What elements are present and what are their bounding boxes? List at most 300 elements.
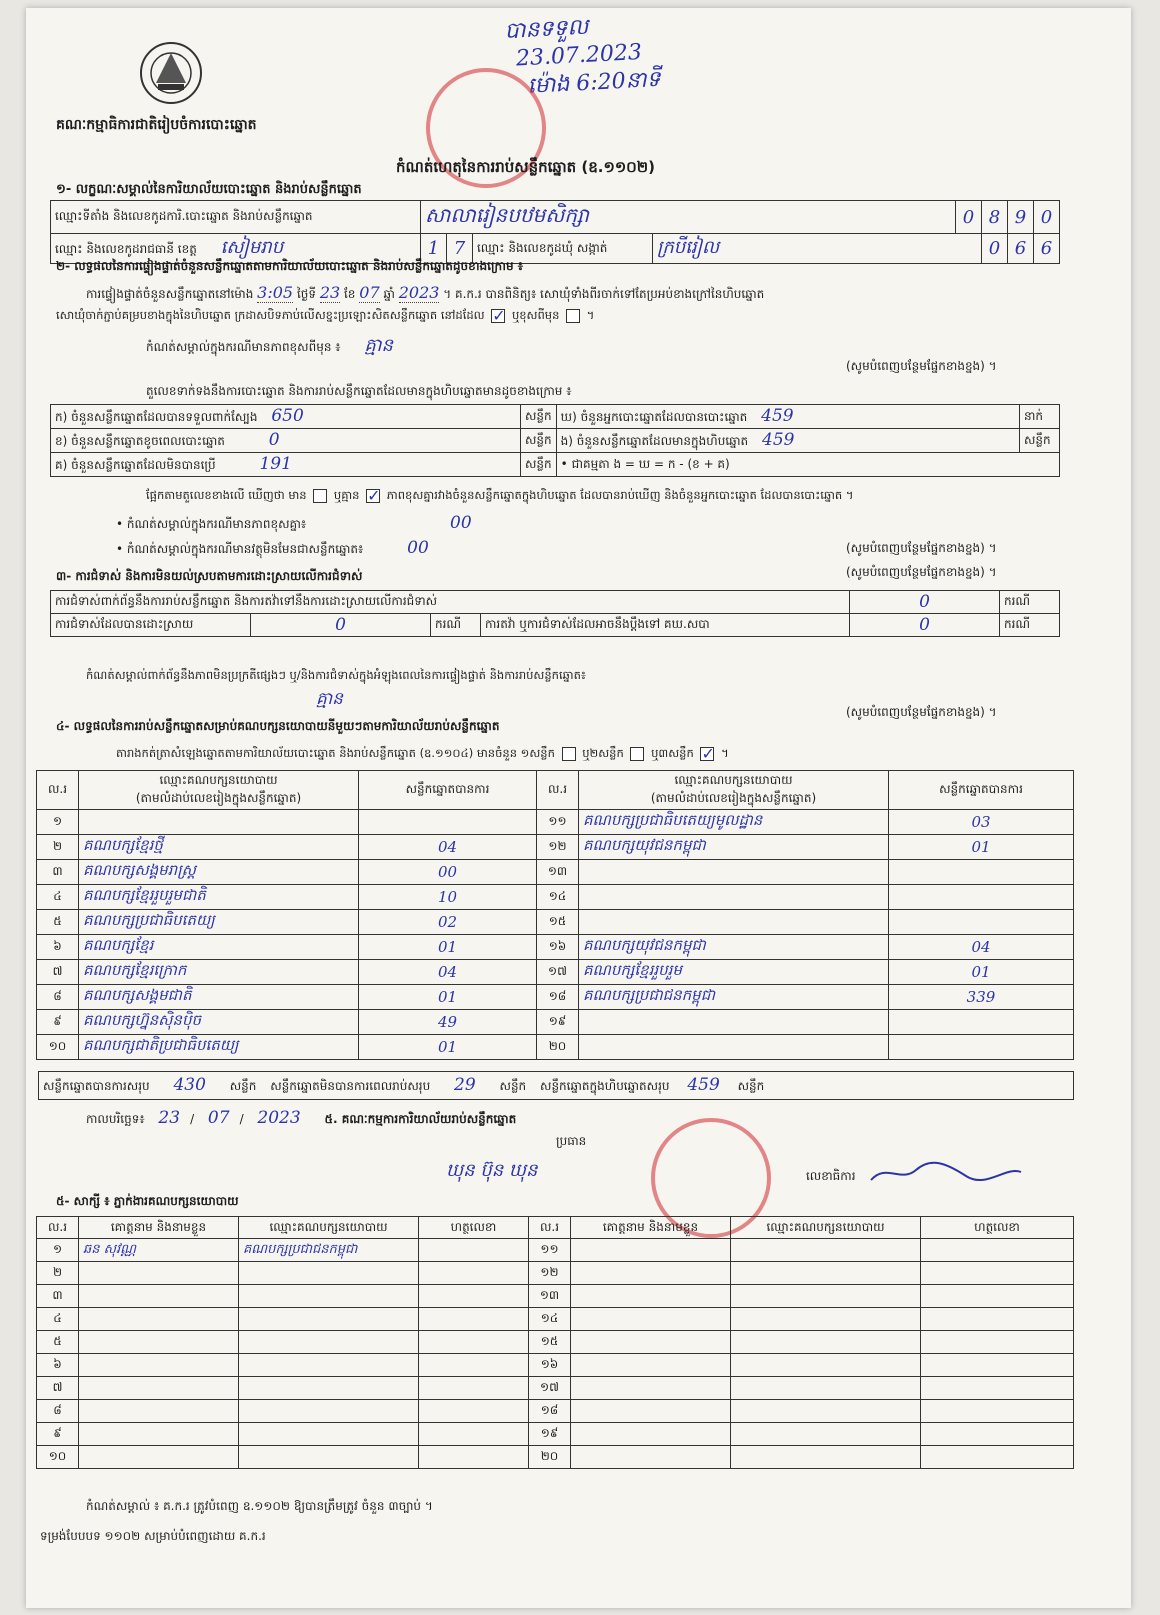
result-no-left: ៧: [37, 960, 79, 985]
result-no-right: ១៧: [537, 960, 579, 985]
chair-signature: ឃុន ប៊ុន ឃុន: [446, 1160, 538, 1181]
result-no-right: ១២: [537, 835, 579, 860]
result-no-left: ៦: [37, 935, 79, 960]
col-votes-right: សន្លឹកឆ្នោតបានការ: [889, 771, 1074, 810]
witness-name-left: [79, 1446, 239, 1469]
result-party-right: [579, 885, 889, 910]
w-col-party-left: ឈ្មោះគណបក្សនយោបាយ: [239, 1217, 419, 1239]
footer-note: កំណត់សម្គាល់ ៖ គ.ក.រ ត្រូវបំពេញ ឧ.១១០២ ឱ្យបានត្រឹមត្រូវ ចំនួន ៣ច្បាប់ ។: [86, 1499, 433, 1513]
verify-text-c: ខែ: [344, 287, 356, 301]
result-party-right: គណបក្សយុវជនកម្ពុជា: [579, 835, 889, 860]
result-votes-left: [359, 810, 537, 835]
witness-row: [37, 1239, 1074, 1262]
result-party-right: [579, 1010, 889, 1035]
witness-name-left: [79, 1262, 239, 1285]
commune-code-1: 0: [982, 234, 1008, 264]
count-e-unit: សន្លឹក: [1020, 429, 1060, 453]
result-party-right: គណបក្សយុវជនកម្ពុជា: [579, 935, 889, 960]
discrepancy-desc: ភាពខុសគ្នារវាងចំនួនសន្លឹកឆ្នោតក្នុងហិបឆ្នោត ដែលបានរាប់ឃើញ និងចំនួនអ្នកបោះឆ្នោត ដែលបានបោះឆ្នោត ។: [386, 488, 854, 502]
witness-sign-right: [921, 1331, 1074, 1354]
witness-no-left: ១: [37, 1239, 79, 1262]
witness-no-left: ៥: [37, 1331, 79, 1354]
witness-no-right: ១៥: [529, 1331, 571, 1354]
date-label: កាលបរិច្ឆេទ៖: [86, 1112, 145, 1126]
result-votes-right: [889, 1010, 1074, 1035]
witness-party-right: [731, 1331, 921, 1354]
complaints-value: 0: [850, 591, 1000, 614]
section3-table: [50, 590, 1060, 637]
total-box-label: សន្លឹកឆ្នោតក្នុងហិបឆ្នោតសរុប: [540, 1079, 670, 1093]
witness-name-left: [79, 1400, 239, 1423]
result-party-right: គណបក្សខ្មែររួបរួម: [579, 960, 889, 985]
result-no-left: ៥: [37, 910, 79, 935]
col-party-right: [579, 771, 889, 810]
col-party-right-sub: (តាមលំដាប់លេខរៀងក្នុងសន្លឹកឆ្នោត): [650, 791, 817, 805]
result-party-left: គណបក្សជាតិប្រជាធិបតេយ្យ: [79, 1035, 359, 1060]
witness-name-right: [571, 1423, 731, 1446]
footer-form: ទម្រង់បែបបទ ១១០២ សម្រាប់បំពេញដោយ គ.ក.រ: [40, 1529, 266, 1543]
witness-party-right: [731, 1308, 921, 1331]
witness-table: [36, 1216, 1074, 1469]
result-party-left: គណបក្សហ្វ៊ុនស៊ិនប៉ិច: [79, 1010, 359, 1035]
witness-sign-left: [419, 1262, 529, 1285]
commune-value: ក្របីរៀល: [653, 234, 982, 264]
one-sheet-checkbox[interactable]: [562, 747, 576, 761]
verify-text-d: ឆ្នាំ: [383, 287, 395, 301]
witness-name-right: [571, 1308, 731, 1331]
note-line: [146, 333, 393, 360]
verify-text-b: ថ្ងៃទី: [296, 287, 316, 301]
witness-row: [37, 1354, 1074, 1377]
authority-name: គណៈកម្មាធិការជាតិរៀបចំការបោះឆ្នោត: [56, 117, 257, 133]
chair-label: ប្រធាន: [556, 1134, 587, 1148]
result-votes-left: 00: [359, 860, 537, 885]
witness-sign-right: [921, 1446, 1074, 1469]
witness-sign-left: [419, 1285, 529, 1308]
witness-name-left: [79, 1354, 239, 1377]
w-col-party-right: ឈ្មោះគណបក្សនយោបាយ: [731, 1217, 921, 1239]
witness-name-left: [79, 1285, 239, 1308]
formula: • ជាគម្មតា ង = ឃ = ក - (ខ + គ): [556, 453, 1059, 477]
count-c-label: គ) ចំនួនសន្លឹកឆ្នោតដែលមិនបានប្រើ: [55, 458, 216, 472]
result-votes-right: 01: [889, 835, 1074, 860]
opt-different-label: ឬខុសពីមុន: [511, 308, 560, 322]
result-no-right: ១៩: [537, 1010, 579, 1035]
two-sheet-label: ឬ២សន្លឹក: [582, 746, 624, 760]
bullet2: [116, 538, 429, 559]
result-no-right: ១៤: [537, 885, 579, 910]
witness-row: [37, 1262, 1074, 1285]
discrepancy-line: [146, 488, 853, 505]
result-row: [37, 835, 1074, 860]
witness-no-left: ២: [37, 1262, 79, 1285]
bullet2-value: 00: [407, 538, 429, 558]
result-party-right: [579, 1035, 889, 1060]
result-no-right: ១៦: [537, 935, 579, 960]
witness-name-left: ឆន សុវណ្ណ: [79, 1239, 239, 1262]
w-col-no-left: ល.រ: [37, 1217, 79, 1239]
witness-no-right: ១៧: [529, 1377, 571, 1400]
totals-line: [38, 1071, 1074, 1100]
verify-month: 07: [359, 283, 380, 302]
witness-name-right: [571, 1377, 731, 1400]
date-line: កាលបរិច្ឆេទ៖ 23 / 07 / 2023 ៥. គណៈកម្មការការិយាល័យរាប់សន្លឹកឆ្នោត: [86, 1108, 517, 1128]
witness-no-right: ១៨: [529, 1400, 571, 1423]
date-day: 23: [158, 1108, 181, 1128]
result-row: [37, 935, 1074, 960]
result-party-right: គណបក្សប្រជាធិបតេយ្យមូលដ្ឋាន: [579, 810, 889, 835]
witness-name-right: [571, 1331, 731, 1354]
verify-year: 2023: [398, 283, 440, 302]
three-sheet-checkbox[interactable]: [700, 747, 714, 761]
verify-time: 3:05: [257, 283, 294, 302]
result-votes-left: 49: [359, 1010, 537, 1035]
witness-sign-right: [921, 1239, 1074, 1262]
result-party-left: គណបក្សប្រជាធិបតេយ្យ: [79, 910, 359, 935]
location-code-4: 0: [1034, 201, 1060, 234]
document-page: [26, 8, 1131, 1608]
location-code-2: 8: [982, 201, 1008, 234]
count-d-unit: នាក់: [1020, 405, 1060, 429]
witness-party-left: [239, 1400, 419, 1423]
fill-hint-2: (សូមបំពេញបន្ថែមផ្នែកខាងខ្នង) ។: [846, 541, 997, 555]
s3-note-value: គ្មាន: [316, 689, 343, 709]
witness-party-right: [731, 1400, 921, 1423]
result-no-right: ១៣: [537, 860, 579, 885]
bullet1: [116, 513, 472, 534]
witness-party-right: [731, 1377, 921, 1400]
w-col-name-right: គោត្តនាម និងនាមខ្លួន: [571, 1217, 731, 1239]
verify-text-e: ។ គ.ក.រ បានពិនិត្យ៖ សោឃុំទាំងពីរចាក់ទៅតែប្រអប់ខាងក្រៅនៃហិបឆ្នោត: [443, 287, 765, 301]
col-party-right-title: ឈ្មោះគណបក្សនយោបាយ: [674, 773, 793, 787]
count-e-value: 459: [762, 430, 795, 450]
committee-label: ៥. គណៈកម្មការការិយាល័យរាប់សន្លឹកឆ្នោត: [324, 1112, 517, 1126]
witness-row: [37, 1331, 1074, 1354]
no-discrepancy-label: ឬគ្មាន: [333, 488, 360, 502]
result-party-right: គណបក្សប្រជាជនកម្ពុជា: [579, 985, 889, 1010]
has-discrepancy-checkbox[interactable]: [313, 489, 327, 503]
total-invalid-unit: សន្លឹក: [499, 1079, 527, 1093]
total-valid-label: សន្លឹកឆ្នោតបានការសរុប: [43, 1079, 150, 1093]
witness-no-right: ១២: [529, 1262, 571, 1285]
verify-line2: សោឃុំចាក់ភ្ជាប់គម្របខាងក្នុងនៃហិបឆ្នោត ក្រដាសបិទភាប់លើសខ្នះប្រឡោះសិតសន្លឹកឆ្នោត នៅដដែល ✓ ឬខុសពីមុន ។: [56, 308, 594, 325]
location-code-1: 0: [956, 201, 982, 234]
result-row: [37, 1035, 1074, 1060]
result-party-left: គណបក្សសង្គមរាស្ត្រ: [79, 860, 359, 885]
witness-sign-left: [419, 1377, 529, 1400]
appeal-value: 0: [850, 614, 1000, 637]
result-row: [37, 910, 1074, 935]
note-label: កំណត់សម្គាល់ក្នុងករណីមានភាពខុសពីមុន ៖: [146, 340, 341, 354]
verify-line2-text: សោឃុំចាក់ភ្ជាប់គម្របខាងក្នុងនៃហិបឆ្នោត ក្រដាសបិទភាប់លើសខ្នះប្រឡោះសិតសន្លឹកឆ្នោត នៅដដែល: [56, 308, 485, 322]
witness-row: [37, 1285, 1074, 1308]
result-party-left: គណបក្សខ្មែរក្រោក: [79, 960, 359, 985]
witness-no-right: ១៩: [529, 1423, 571, 1446]
s3-note: កំណត់សម្គាល់ពាក់ព័ន្ធនឹងភាពមិនប្រក្រតីផ្សេងៗ ឬ/និងការជំទាស់ក្នុងអំឡុងពេលនៃការផ្ទៀងផ្ទាត់ និងការរាប់សន្លឹកឆ្នោត៖: [86, 668, 586, 682]
w-col-name-left: គោត្តនាម និងនាមខ្លួន: [79, 1217, 239, 1239]
result-votes-left: 04: [359, 835, 537, 860]
appeal-label: ការតវ៉ា ឬការជំទាស់ដែលអាចនឹងប្ដឹងទៅ គឃ.សបា: [481, 614, 850, 637]
result-no-right: ១៨: [537, 985, 579, 1010]
witness-name-right: [571, 1285, 731, 1308]
result-no-right: ១៥: [537, 910, 579, 935]
count-a-unit: សន្លឹក: [521, 405, 557, 429]
commune-code-3: 6: [1034, 234, 1060, 264]
result-votes-right: [889, 885, 1074, 910]
location-code-3: 9: [1008, 201, 1034, 234]
emblem-logo: [136, 38, 206, 108]
result-row: [37, 985, 1074, 1010]
total-invalid-label: សន្លឹកឆ្នោតមិនបានការពេលរាប់សរុប: [270, 1079, 431, 1093]
count-b-value: 0: [268, 430, 280, 450]
section1-title: ១- លក្ខណៈសម្គាល់នៃការិយាល័យបោះឆ្នោត និងរាប់សន្លឹកឆ្នោត: [56, 182, 362, 197]
result-no-left: ១: [37, 810, 79, 835]
result-votes-left: 01: [359, 1035, 537, 1060]
witness-party-left: [239, 1423, 419, 1446]
result-party-left: [79, 810, 359, 835]
witness-sign-right: [921, 1285, 1074, 1308]
witness-no-left: ៩: [37, 1423, 79, 1446]
witness-sign-left: [419, 1400, 529, 1423]
discrepancy-text: ផ្អែកតាមតួលេខខាងលើ ឃើញថា មាន: [146, 488, 307, 502]
result-no-left: ៤: [37, 885, 79, 910]
total-box-value: 459: [687, 1075, 720, 1095]
witness-party-right: [731, 1446, 921, 1469]
witness-sign-left: [419, 1331, 529, 1354]
appeal-unit: ករណី: [1000, 614, 1060, 637]
bullet1-label: • កំណត់សម្គាល់ក្នុងករណីមានភាពខុសគ្នា៖: [116, 517, 307, 531]
witness-sign-right: [921, 1423, 1074, 1446]
witness-party-left: [239, 1308, 419, 1331]
count-d-value: 459: [761, 406, 794, 426]
witness-row: [37, 1400, 1074, 1423]
witness-party-right: [731, 1354, 921, 1377]
received-time: ម៉ោង 6:20នាទី: [526, 66, 662, 99]
witness-name-left: [79, 1331, 239, 1354]
witness-row: [37, 1446, 1074, 1469]
col-votes-left: សន្លឹកឆ្នោតបានការ: [359, 771, 537, 810]
witness-sign-left: [419, 1239, 529, 1262]
count-d-label: ឃ) ចំនួនអ្នកបោះឆ្នោតដែលបានបោះឆ្នោត: [560, 410, 748, 424]
witness-name-left: [79, 1423, 239, 1446]
witness-name-left: [79, 1377, 239, 1400]
counts-intro: តួលេខទាក់ទងនឹងការបោះឆ្នោត និងការរាប់សន្លឹកឆ្នោតដែលមានក្នុងហិបឆ្នោតមានដូចខាងក្រោម ៖: [146, 384, 572, 398]
col-party-left-sub: (តាមលំដាប់លេខរៀងក្នុងសន្លឹកឆ្នោត): [135, 791, 302, 805]
col-no-left: ល.រ: [37, 771, 79, 810]
witness-party-left: គណបក្សប្រជាជនកម្ពុជា: [239, 1239, 419, 1262]
two-sheet-checkbox[interactable]: [630, 747, 644, 761]
verify-line1: [86, 283, 764, 304]
result-row: [37, 810, 1074, 835]
result-votes-left: 10: [359, 885, 537, 910]
count-a-label: ក) ចំនួនសន្លឹកឆ្នោតដែលបានទទួលពាក់ស្បែង: [55, 410, 258, 424]
form-title: កំណត់ហេតុនៃការរាប់សន្លឹកឆ្នោត (ឧ.១១០២): [396, 158, 656, 176]
witness-no-right: ១៣: [529, 1285, 571, 1308]
count-c-unit: សន្លឹក: [521, 453, 557, 477]
fill-hint-3: (សូមបំពេញបន្ថែមផ្នែកខាងខ្នង) ។: [846, 565, 997, 579]
witness-no-left: ១០: [37, 1446, 79, 1469]
bullet2-label: • កំណត់សម្គាល់ក្នុងករណីមានវត្ថុមិនមែនជាសន្លឹកឆ្នោត៖: [116, 542, 364, 556]
witness-no-right: ១៤: [529, 1308, 571, 1331]
result-votes-right: 01: [889, 960, 1074, 985]
result-row: [37, 860, 1074, 885]
witness-name-right: [571, 1262, 731, 1285]
result-party-right: [579, 860, 889, 885]
witness-name-right: [571, 1354, 731, 1377]
result-no-left: ៩: [37, 1010, 79, 1035]
witness-no-right: ២០: [529, 1446, 571, 1469]
total-valid-value: 430: [173, 1075, 206, 1095]
witness-no-right: ១១: [529, 1239, 571, 1262]
witness-row: [37, 1308, 1074, 1331]
result-votes-right: [889, 1035, 1074, 1060]
commune-label: ឈ្មោះ និងលេខកូដឃុំ សង្កាត់: [473, 234, 653, 264]
witness-party-right: [731, 1285, 921, 1308]
bullet1-value: 00: [450, 513, 472, 533]
result-party-left: គណបក្សខ្មែររួបរួមជាតិ: [79, 885, 359, 910]
three-sheet-label: ឬ៣សន្លឹក: [651, 746, 694, 760]
received-label: បានទទួល: [503, 14, 589, 45]
witness-sign-left: [419, 1446, 529, 1469]
witness-sign-right: [921, 1354, 1074, 1377]
witness-no-left: ៧: [37, 1377, 79, 1400]
witness-party-left: [239, 1262, 419, 1285]
verify-day: 23: [319, 283, 341, 302]
witness-party-right: [731, 1423, 921, 1446]
fill-hint-1: (សូមបំពេញបន្ថែមផ្នែកខាងខ្នង) ។: [846, 359, 997, 373]
result-party-left: គណបក្សខ្មែរថ្មី: [79, 835, 359, 860]
result-row: [37, 885, 1074, 910]
count-b-unit: សន្លឹក: [521, 429, 557, 453]
province-label-text: ឈ្មោះ និងលេខកូដរាជធានី ខេត្ត: [55, 242, 197, 256]
witness-name-right: [571, 1239, 731, 1262]
count-c-value: 191: [259, 454, 292, 474]
witness-name-right: [571, 1400, 731, 1423]
result-votes-left: 04: [359, 960, 537, 985]
location-value: សាលារៀនបឋមសិក្សា: [421, 201, 956, 234]
total-box-unit: សន្លឹក: [737, 1079, 765, 1093]
result-no-left: ២: [37, 835, 79, 860]
no-discrepancy-checkbox[interactable]: [366, 489, 380, 503]
result-party-left: គណបក្សខ្មែរ: [79, 935, 359, 960]
witness-party-right: [731, 1239, 921, 1262]
section1-table: [50, 200, 1060, 264]
verify-text-a: ការផ្ទៀងផ្ទាត់ចំនួនសន្លឹកឆ្នោតនៅម៉ោង: [86, 287, 254, 301]
witness-sign-right: [921, 1262, 1074, 1285]
col-party-left: [79, 771, 359, 810]
fill-hint-4: (សូមបំពេញបន្ថែមផ្នែកខាងខ្នង) ។: [846, 705, 997, 719]
witness-no-left: ៦: [37, 1354, 79, 1377]
result-votes-right: 03: [889, 810, 1074, 835]
total-invalid-value: 29: [454, 1075, 476, 1095]
col-no-right: ល.រ: [537, 771, 579, 810]
counts-table: [50, 404, 1060, 477]
result-row: [37, 1010, 1074, 1035]
secretary-signature: [866, 1158, 1026, 1192]
witness-row: [37, 1377, 1074, 1400]
section5-title: ៥- សាក្សី ៖ ភ្នាក់ងារគណបក្សនយោបាយ: [56, 1194, 239, 1208]
witness-sign-right: [921, 1377, 1074, 1400]
witness-name-left: [79, 1308, 239, 1331]
note-value: គ្មាន: [364, 335, 393, 356]
result-party-right: [579, 910, 889, 935]
resolved-value: 0: [251, 614, 431, 637]
result-votes-right: [889, 860, 1074, 885]
witness-sign-right: [921, 1400, 1074, 1423]
secretary-label: លេខាធិការ: [806, 1169, 856, 1183]
section2-title: ២- លទ្ធផលនៃការផ្ទៀងផ្ទាត់ចំនួនសន្លឹកឆ្នោតតាមការិយាល័យបោះឆ្នោត និងរាប់សន្លឹកឆ្នោតដូចខាងក្រោម ៖: [56, 259, 524, 273]
total-valid-unit: សន្លឹក: [229, 1079, 257, 1093]
witness-sign-left: [419, 1423, 529, 1446]
w-col-no-right: ល.រ: [529, 1217, 571, 1239]
date-month: 07: [207, 1108, 230, 1128]
witness-sign-right: [921, 1308, 1074, 1331]
witness-no-left: ៤: [37, 1308, 79, 1331]
province-value: សៀមរាប: [220, 237, 284, 258]
result-votes-right: [889, 910, 1074, 935]
witness-no-right: ១៦: [529, 1354, 571, 1377]
result-no-right: ១១: [537, 810, 579, 835]
result-votes-left: 01: [359, 985, 537, 1010]
witness-party-left: [239, 1331, 419, 1354]
result-row: [37, 960, 1074, 985]
w-col-sign-right: ហត្ថលេខា: [921, 1217, 1074, 1239]
witness-party-left: [239, 1377, 419, 1400]
resolved-unit: ករណី: [431, 614, 481, 637]
result-no-right: ២០: [537, 1035, 579, 1060]
result-votes-right: 04: [889, 935, 1074, 960]
count-b-label: ខ) ចំនួនសន្លឹកឆ្នោតខូចពេលបោះឆ្នោត: [55, 434, 225, 448]
section4-title: ៤- លទ្ធផលនៃការរាប់សន្លឹកឆ្នោតសម្រាប់គណបក្សនយោបាយនីមួយៗតាមការិយាល័យរាប់សន្លឹកឆ្នោត: [56, 719, 500, 733]
result-no-left: ៨: [37, 985, 79, 1010]
complaints-unit: ករណី: [1000, 591, 1060, 614]
result-no-left: ៣: [37, 860, 79, 885]
witness-party-left: [239, 1354, 419, 1377]
witness-row: [37, 1423, 1074, 1446]
commune-code-2: 6: [1008, 234, 1034, 264]
witness-party-left: [239, 1285, 419, 1308]
witness-name-right: [571, 1446, 731, 1469]
result-no-left: ១០: [37, 1035, 79, 1060]
s4-intro-text: តារាងកត់ត្រាសំឡេងឆ្នោតតាមការិយាល័យបោះឆ្នោត និងរាប់សន្លឹកឆ្នោត (ឧ.១១០៤) មានចំនួន ១សន្លឹក: [116, 746, 555, 760]
result-votes-right: 339: [889, 985, 1074, 1010]
results-table: [36, 770, 1074, 1060]
witness-no-left: ៣: [37, 1285, 79, 1308]
different-checkbox[interactable]: [566, 309, 580, 323]
witness-sign-left: [419, 1308, 529, 1331]
s4-intro: តារាងកត់ត្រាសំឡេងឆ្នោតតាមការិយាល័យបោះឆ្នោត និងរាប់សន្លឹកឆ្នោត (ឧ.១១០៤) មានចំនួន ១សន្លឹក ឬ២សន្លឹក ឬ៣សន្លឹក ✓ ។: [116, 746, 729, 763]
same-checkbox[interactable]: [491, 309, 505, 323]
location-label: ឈ្មោះទីតាំង និងលេខកូដការិ.បោះឆ្នោត និងរាប់សន្លឹកឆ្នោត: [51, 201, 421, 234]
received-date: 23.07.2023: [515, 39, 643, 72]
count-a-value: 650: [271, 406, 304, 426]
witness-party-left: [239, 1446, 419, 1469]
result-party-left: គណបក្សសង្គមជាតិ: [79, 985, 359, 1010]
witness-sign-left: [419, 1354, 529, 1377]
col-party-left-title: ឈ្មោះគណបក្សនយោបាយ: [159, 773, 278, 787]
resolved-label: ការជំទាស់ដែលបានដោះស្រាយ: [51, 614, 251, 637]
witness-party-right: [731, 1262, 921, 1285]
province-code-1: 1: [421, 234, 447, 264]
count-e-label: ង) ចំនួនសន្លឹកឆ្នោតដែលមានក្នុងហិបឆ្នោត: [560, 434, 749, 448]
section3-title: ៣- ការជំទាស់ និងការមិនយល់ស្របតាមការដោះស្រាយលើការជំទាស់: [56, 569, 363, 583]
witness-no-left: ៨: [37, 1400, 79, 1423]
result-votes-left: 02: [359, 910, 537, 935]
w-col-sign-left: ហត្ថលេខា: [419, 1217, 529, 1239]
date-year: 2023: [257, 1108, 301, 1128]
complaints-label: ការជំទាស់ពាក់ព័ន្ធនឹងការរាប់សន្លឹកឆ្នោត និងការតវ៉ាទៅនឹងការដោះស្រាយលើការជំទាស់: [51, 591, 850, 614]
result-votes-left: 01: [359, 935, 537, 960]
